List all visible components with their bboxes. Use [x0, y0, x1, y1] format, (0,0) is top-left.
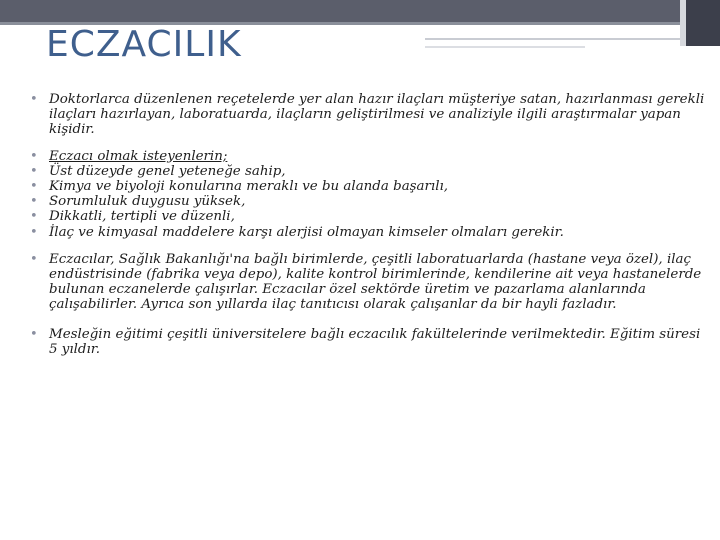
requirement-item: • İlaç ve kimyasal maddelere karşı alerjisi olmayan kimseler olmaları gerekir.	[30, 225, 710, 240]
requirement-item: • Sorumluluk duygusu yüksek,	[30, 194, 710, 209]
definition-bullet: • Doktorlarca düzenlenen reçetelerde yer alan hazır ilaçları müşteriye satan, hazırlanması gerekli ilaçları hazırlayan, laboratuarda, ilaçların geliştirilmesi ve analiziyle ilgili araştırmalar yapan kişidir.	[30, 92, 710, 138]
workplaces-bullet: • Eczacılar, Sağlık Bakanlığı'na bağlı birimlerde, çeşitli laboratuarlarda (hastane veya özel), ilaç endüstrisinde (fabrika veya depo), kalite kontrol birimlerinde, kendilerine ait veya hastanelerde bulunan eczanelerde çalışırlar. Eczacılar özel sektörde üretim ve pazarlama alanlarında çalışabilirler. Ayrıca son yıllarda ilaç tanıtıcısı olarak çalışanlar da bir hayli fazladır.	[30, 252, 710, 313]
requirements-heading-text: Eczacı olmak isteyenlerin;	[49, 148, 228, 164]
education-bullet: • Mesleğin eğitimi çeşitli üniversitelere bağlı eczacılık fakültelerinde verilmektedir. Eğitim süresi 5 yıldır.	[30, 327, 710, 357]
title-rule	[425, 38, 680, 40]
requirement-item: • Üst düzeyde genel yeteneğe sahip,	[30, 164, 710, 179]
slide-title: ECZACILIK	[46, 24, 242, 65]
education-list	[30, 327, 710, 357]
slide-body	[30, 92, 710, 367]
header-bar	[0, 0, 720, 22]
title-rule-secondary	[425, 46, 585, 48]
workplaces-list	[30, 252, 710, 313]
definition-list	[30, 92, 710, 138]
requirement-item: • Kimya ve biyoloji konularına meraklı ve bu alanda başarılı,	[30, 179, 710, 194]
requirements-heading	[30, 149, 710, 164]
requirements-list	[30, 149, 710, 240]
corner-accent-dark	[686, 0, 720, 46]
requirement-item: • Dikkatli, tertipli ve düzenli,	[30, 209, 710, 224]
